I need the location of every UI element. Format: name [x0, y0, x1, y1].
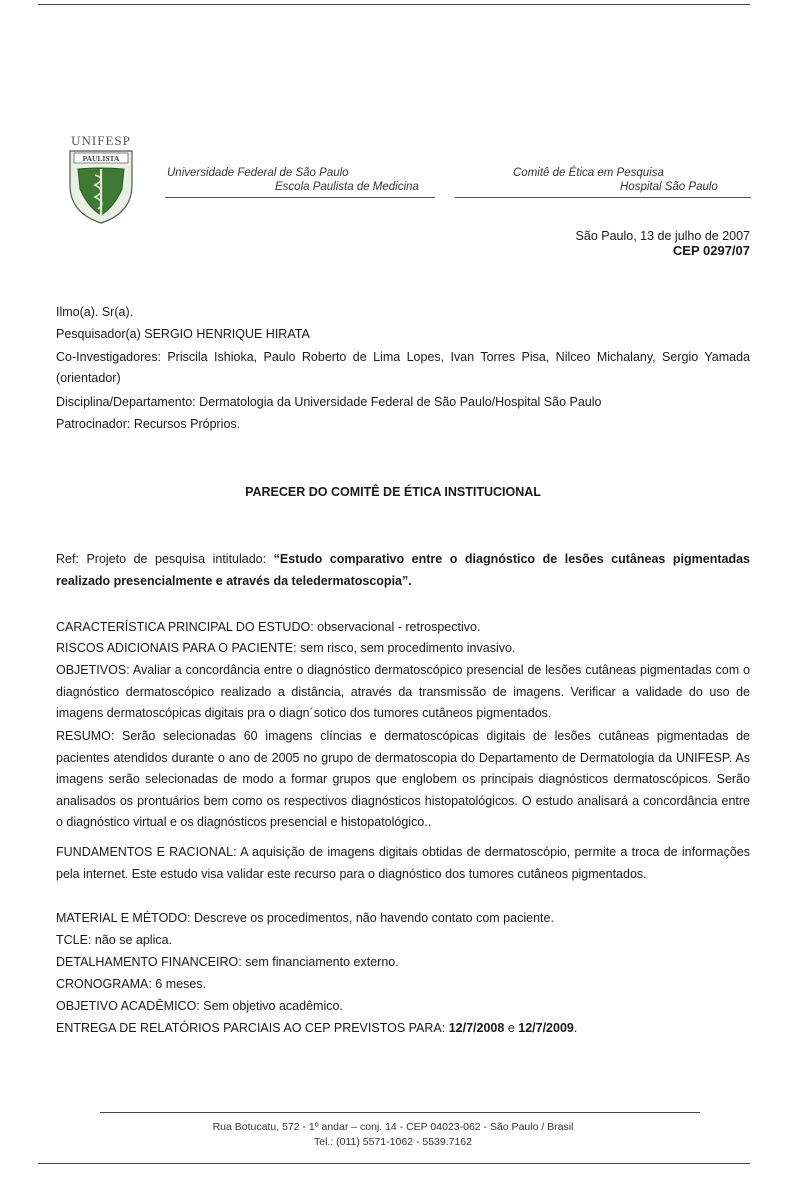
researcher-label: Pesquisador(a) — [56, 327, 141, 341]
entrega-end: . — [573, 1021, 578, 1035]
section-fundamentos: FUNDAMENTOS E RACIONAL: A aquisição de imagens digitais obtidas de dermatoscópio, permite a troca de informações pela internet. Este estudo visa validar este recurso para o diagnóstico dos tumores cutâneos pigmentados. — [56, 845, 750, 881]
bottom-rule — [38, 1163, 750, 1164]
project-reference — [56, 548, 750, 592]
sponsor-label: Patrocinador: — [56, 417, 131, 431]
entrega-date-2: 12/7/2009 — [518, 1021, 574, 1035]
section-objetivos: OBJETIVOS: Avaliar a concordância entre o diagnóstico dermatoscópico presencial de lesões cutâneas pigmentadas com o diagnóstico dermatoscópico realizado a distância, através da transmissão de imagens. Verificar a validade do uso de imagens dermatoscópicas digitais pra o diagn´sotico dos tumores cutâneos pigmentados. — [56, 663, 750, 721]
footer-address: Rua Botucatu, 572 - 1º andar – conj. 14 - CEP 04023-062 - São Paulo / Brasil — [212, 1121, 574, 1133]
section-financeiro: DETALHAMENTO FINANCEIRO: sem financiamento externo. — [56, 955, 399, 969]
project-title: “Estudo comparativo entre o diagnóstico de lesões cutâneas pigmentadas realizado presencialmente e através da teledermatoscopia”. — [56, 552, 750, 588]
section-caracteristica: CARACTERÍSTICA PRINCIPAL DO ESTUDO: observacional - retrospectivo. — [56, 620, 481, 634]
header-hospital: Hospital São Paulo — [620, 181, 718, 193]
cep-number: CEP 0297/07 — [672, 243, 750, 258]
top-rule — [38, 4, 750, 5]
header-divider-right — [455, 197, 751, 198]
place-date: São Paulo, 13 de julho de 2007 — [575, 229, 750, 243]
researcher-line — [56, 325, 750, 343]
footer-phone: Tel.: (011) 5571-1062 - 5539.7162 — [313, 1136, 472, 1148]
footer-divider — [100, 1112, 700, 1113]
section-cronograma: CRONOGRAMA: 6 meses. — [56, 977, 207, 991]
logo-shield-icon — [62, 133, 140, 225]
co-investigators — [56, 347, 750, 389]
header-university: Universidade Federal de São Paulo — [167, 167, 349, 179]
header-school: Escola Paulista de Medicina — [275, 181, 419, 193]
section-tcle: TCLE: não se aplica. — [56, 933, 173, 947]
logo-banner: PAULISTA — [82, 154, 120, 163]
section-entrega — [56, 1018, 750, 1040]
entrega-and: e — [507, 1021, 515, 1035]
section-riscos: RISCOS ADICIONAIS PARA O PACIENTE: sem risco, sem procedimento invasivo. — [56, 641, 516, 655]
department-name: Dermatologia da Universidade Federal de São Paulo/Hospital São Paulo — [199, 395, 602, 409]
salutation: Ilmo(a). Sr(a). — [56, 305, 134, 319]
department-label: Disciplina/Departamento: — [56, 395, 196, 409]
header-divider-left — [165, 197, 435, 198]
researcher-name: SERGIO HENRIQUE HIRATA — [144, 327, 310, 341]
entrega-date-1: 12/7/2008 — [448, 1021, 505, 1035]
co-investigators-names: Priscila Ishioka, Paulo Roberto de Lima Lopes, Ivan Torres Pisa, Nilceo Michalany, Sergio Yamada (orientador) — [56, 350, 750, 385]
logo-name: UNIFESP — [71, 133, 131, 148]
section-resumo: RESUMO: Serão selecionadas 60 imagens clíncias e dermatoscópicas digitais de lesões cutâneas pigmentadas de pacientes atendidos durante o ano de 2005 no grupo de dermatoscopia do Departamento de Dermatologia da UNIFESP. As imagens serão selecionadas de modo a formar grupos que englobem os principais diagnósticos dermatoscópicos. Serão analisados os prontuários bem como os respectivos diagnósticos histopatológicos. O estudo analisará a concordância entre o diagnóstico virtual e os diagnósticos presencial e histopatológico.. — [56, 729, 750, 830]
header-committee: Comitê de Ética em Pesquisa — [513, 167, 664, 179]
ref-prefix: Ref: Projeto de pesquisa intitulado: — [56, 552, 267, 566]
sponsor-line — [56, 415, 750, 433]
entrega-label: ENTREGA DE RELATÓRIOS PARCIAIS AO CEP PREVISTOS PARA: — [56, 1021, 446, 1035]
co-investigators-label: Co-Investigadores: — [56, 350, 161, 364]
section-objetivo-academico: OBJETIVO ACADÊMICO: Sem objetivo acadêmico. — [56, 999, 343, 1013]
section-material: MATERIAL E MÉTODO: Descreve os procedimentos, não havendo contato com paciente. — [56, 911, 554, 925]
document-title: PARECER DO COMITÊ DE ÉTICA INSTITUCIONAL — [245, 485, 541, 499]
unifesp-logo — [62, 133, 140, 225]
department-line — [56, 393, 750, 411]
sponsor-name: Recursos Próprios. — [133, 417, 241, 431]
